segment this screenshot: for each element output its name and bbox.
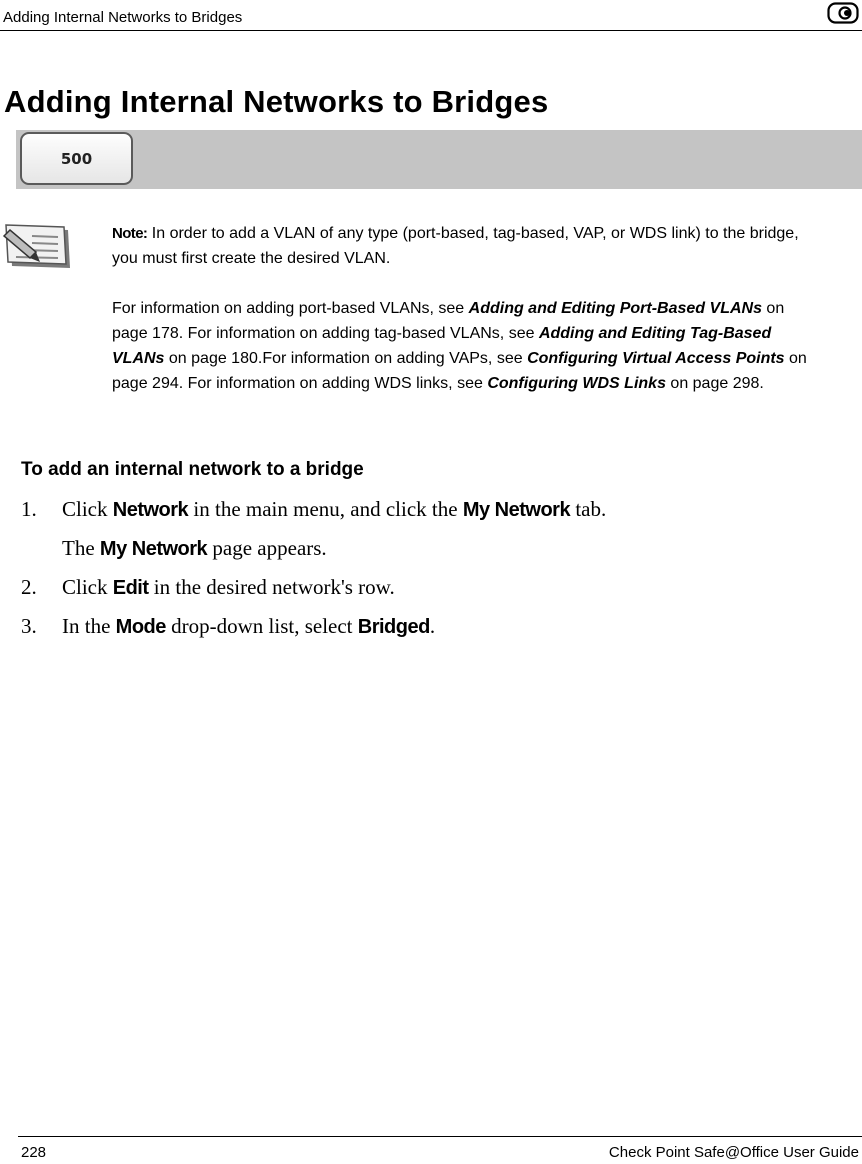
page-number: 228: [21, 1144, 47, 1161]
running-title: Adding Internal Networks to Bridges: [3, 9, 243, 26]
step-1: [21, 494, 606, 533]
ui-term-edit: Edit: [112, 577, 149, 599]
step-text: Click: [62, 575, 113, 599]
ui-term-network: Network: [112, 499, 189, 521]
note-references-paragraph: [112, 296, 822, 396]
ui-term-my-network: My Network: [462, 499, 571, 521]
step-number: 1.: [21, 497, 37, 521]
cross-reference-wds-links[interactable]: Configuring WDS Links: [487, 375, 666, 392]
step-1-result: [21, 533, 606, 572]
step-2: [21, 572, 606, 611]
step-text: page appears.: [207, 536, 327, 560]
step-3: [21, 611, 606, 650]
procedure-steps: [21, 494, 606, 650]
note-text: For information on adding port-based VLANs, see: [112, 300, 469, 317]
page-title: Adding Internal Networks to Bridges: [4, 84, 549, 119]
note-paragraph: [112, 221, 822, 271]
note-text: on page 298.: [665, 375, 764, 392]
step-text: tab.: [570, 497, 607, 521]
procedure-heading: To add an internal network to a bridge: [21, 459, 364, 480]
step-number: 2.: [21, 575, 37, 599]
note-text: on page 178. For information on adding tag-based VLANs, see: [112, 300, 785, 342]
note-text: In order to add a VLAN of any type (port-based, tag-based, VAP, or WDS link) to the bridge, you must first create the desired VLAN.: [112, 225, 799, 267]
model-badge: 500: [20, 132, 133, 185]
note-block: [112, 221, 822, 396]
step-text: Click: [62, 497, 113, 521]
model-applicability-bar: [16, 130, 862, 189]
running-header: [0, 0, 862, 31]
step-number: 3.: [21, 614, 37, 638]
ui-term-my-network: My Network: [99, 538, 208, 560]
step-text: In the: [62, 614, 116, 638]
note-label: Note:: [112, 225, 148, 242]
step-text: drop-down list, select: [165, 614, 358, 638]
guide-title: Check Point Safe@Office User Guide: [608, 1144, 859, 1161]
note-text: on page 180.For information on adding VAPs, see: [164, 350, 528, 367]
safe-at-office-logo-icon: [827, 2, 859, 24]
step-text: .: [429, 614, 436, 638]
step-text: in the desired network's row.: [148, 575, 395, 599]
page-footer: [18, 1136, 862, 1164]
note-pencil-icon: [2, 222, 72, 272]
note-text: on page 294. For information on adding WDS links, see: [112, 350, 807, 392]
ui-term-bridged: Bridged: [357, 616, 430, 638]
step-text: in the main menu, and click the: [188, 497, 463, 521]
cross-reference-tag-based-vlans[interactable]: Adding and Editing Tag-Based VLANs: [112, 325, 772, 367]
ui-term-mode: Mode: [115, 616, 166, 638]
cross-reference-virtual-access-points[interactable]: Configuring Virtual Access Points: [527, 350, 785, 367]
step-text: The: [62, 536, 100, 560]
cross-reference-port-based-vlans[interactable]: Adding and Editing Port-Based VLANs: [468, 300, 762, 317]
